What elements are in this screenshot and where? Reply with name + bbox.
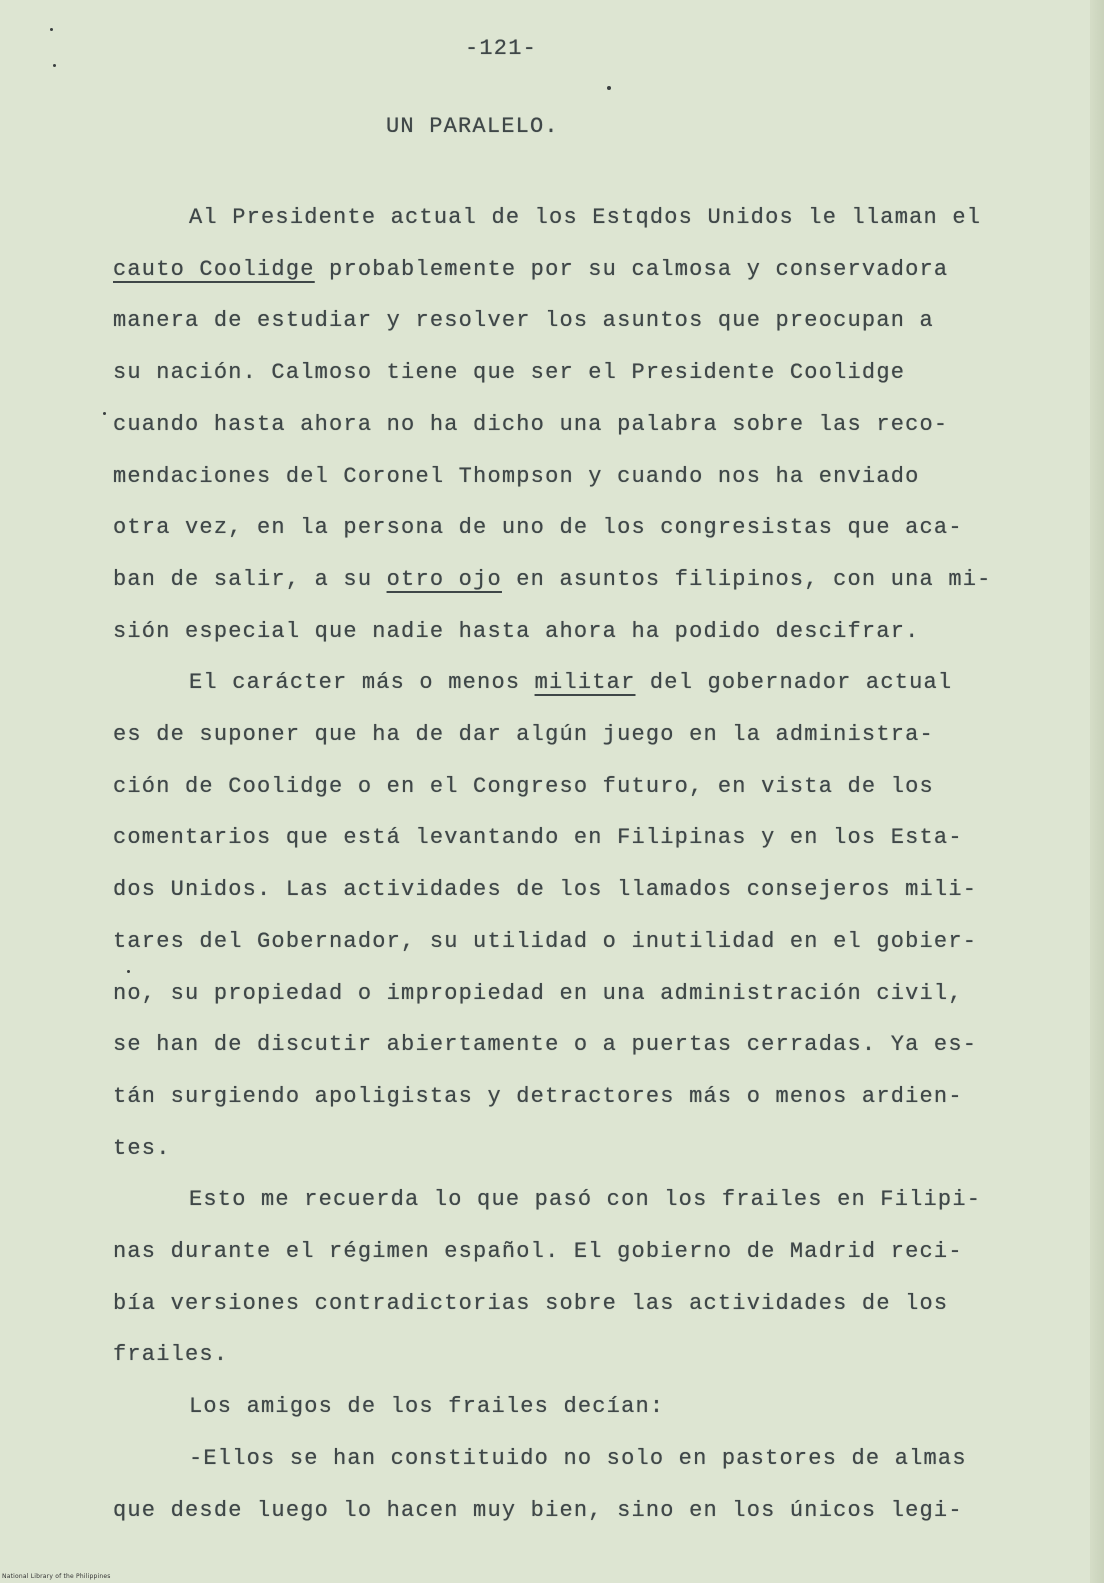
text-segment: El carácter más o menos [189,670,535,696]
text-line [113,295,1073,347]
text-line [113,1174,1073,1226]
text-line [113,1278,1073,1330]
text-segment: en asuntos filipinos, con una mi- [501,566,992,592]
text-segment: tán surgiendo apoligistas y detractores más o menos ardien- [113,1083,963,1109]
text-segment: frailes. [113,1342,229,1368]
text-line [113,606,1073,658]
underlined-text: militar [534,670,636,696]
text-line [113,1485,1073,1537]
text-line [113,502,1073,554]
text-line [113,451,1073,503]
text-segment: sión especial que nadie hasta ahora ha podido descifrar. [113,618,920,644]
text-line [113,399,1073,451]
text-line [113,761,1073,813]
text-segment: se han de discutir abiertamente o a puertas cerradas. Ya es- [113,1032,978,1058]
text-line [113,244,1073,296]
text-segment: que desde luego lo hacen muy bien, sino en los únicos legi- [113,1497,963,1523]
text-segment: manera de estudiar y resolver los asuntos que preocupan a [113,308,934,334]
text-segment: comentarios que está levantando en Filipinas y en los Esta- [113,825,963,851]
page-title: UN PARALELO. [386,114,559,139]
paper-speck [607,86,611,90]
text-segment: nas durante el régimen español. El gobierno de Madrid reci- [113,1239,963,1265]
text-line [113,1019,1073,1071]
text-line [113,1433,1073,1485]
page-edge [1090,0,1104,1583]
text-line [113,812,1073,864]
text-line [113,554,1073,606]
text-segment: bía versiones contradictorias sobre las actividades de los [113,1290,949,1316]
text-segment: -Ellos se han constituido no solo en pastores de almas [189,1445,967,1471]
paper-speck [50,28,53,31]
text-line [113,347,1073,399]
body-text [113,192,1073,1536]
text-segment: cuando hasta ahora no ha dicho una palabra sobre las reco- [113,411,949,437]
text-segment: mendaciones del Coronel Thompson y cuando nos ha enviado [113,463,920,489]
paper-speck [103,412,106,415]
text-line [113,864,1073,916]
text-line [113,1071,1073,1123]
text-segment: ban de salir, a su [113,566,387,592]
text-line [113,1226,1073,1278]
page-number: -121- [465,36,538,61]
underlined-text: otro ojo [386,566,502,592]
text-line [113,916,1073,968]
text-line [113,1329,1073,1381]
text-line [113,192,1073,244]
text-segment: tares del Gobernador, su utilidad o inutilidad en el gobier- [113,928,978,954]
text-segment: otra vez, en la persona de uno de los congresistas que aca- [113,515,963,541]
text-segment: Esto me recuerda lo que pasó con los frailes en Filipi- [189,1187,982,1213]
text-segment: Los amigos de los frailes decían: [189,1394,665,1420]
text-segment: ción de Coolidge o en el Congreso futuro, en vista de los [113,773,934,799]
text-segment: Al Presidente actual de los Estqdos Unidos le llaman el [189,205,982,230]
text-segment: su nación. Calmoso tiene que ser el Presidente Coolidge [113,360,906,386]
underlined-text: cauto Coolidge [113,256,315,282]
text-line [113,1123,1073,1175]
paper-speck [53,64,56,67]
text-line [113,1381,1073,1433]
text-line [113,968,1073,1020]
text-segment: del gobernador actual [635,670,953,696]
text-segment: tes. [113,1135,171,1161]
text-line [113,657,1073,709]
text-segment: probablemente por su calmosa y conservadora [314,256,949,282]
text-segment: dos Unidos. Las actividades de los llamados consejeros mili- [113,877,978,903]
text-segment: es de suponer que ha de dar algún juego en la administra- [113,722,934,748]
text-segment: no, su propiedad o impropiedad en una administración civil, [113,980,963,1006]
footer-credit: National Library of the Philippines [2,1573,111,1580]
text-line [113,709,1073,761]
